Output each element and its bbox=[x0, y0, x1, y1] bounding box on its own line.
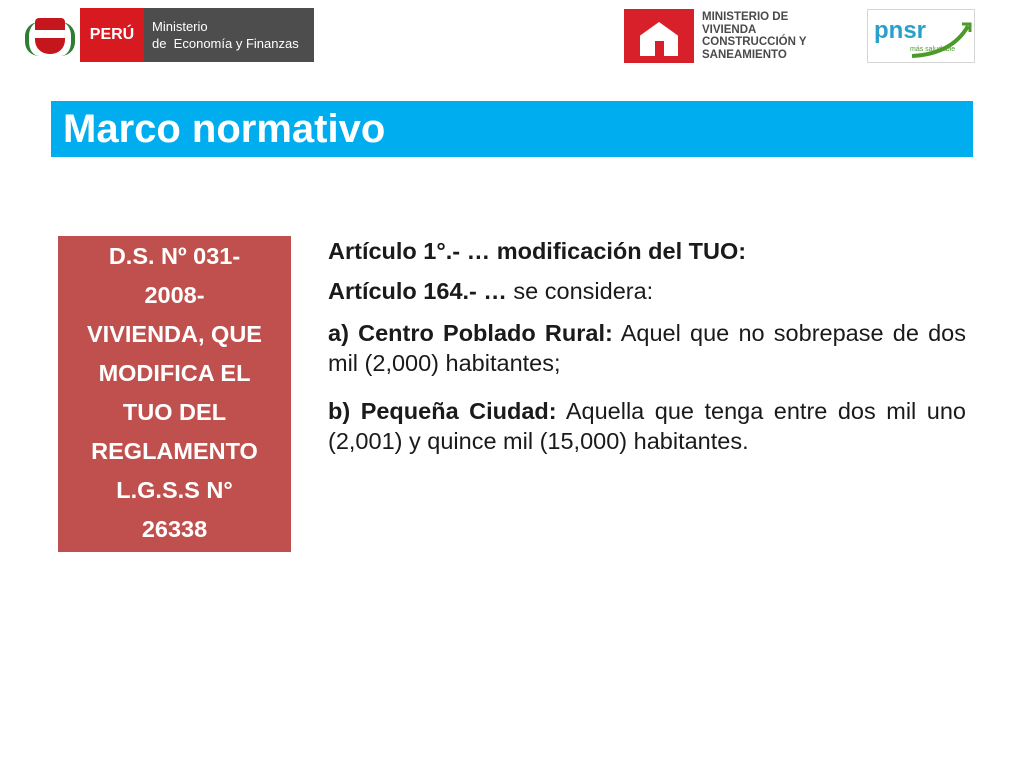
article-164 bbox=[328, 276, 966, 306]
pnsr-tagline: más saludable bbox=[910, 46, 956, 53]
pnsr-logo bbox=[867, 9, 975, 63]
article-1: Artículo 1°.- … modificación del TUO: bbox=[328, 238, 747, 264]
decree-box bbox=[58, 236, 291, 552]
item-b bbox=[328, 396, 966, 456]
mvcs-logo bbox=[624, 9, 856, 63]
pnsr-word: pnsr bbox=[874, 17, 927, 44]
decree-line: L.G.S.S N° bbox=[116, 477, 233, 503]
article-164-label: Artículo 164.- … bbox=[328, 278, 507, 304]
item-a-text: Aquel que no sobrepase de dos mil (2,000) habitantes; bbox=[328, 320, 966, 376]
coat-of-arms-icon bbox=[22, 8, 78, 64]
article-164-text: se considera: bbox=[506, 278, 654, 304]
mvcs-line-2: VIVIENDA bbox=[702, 23, 757, 36]
decree-line: REGLAMENTO bbox=[91, 438, 258, 464]
decree-line: MODIFICA EL bbox=[98, 360, 251, 386]
peru-label: PERÚ bbox=[80, 8, 144, 62]
house-icon bbox=[624, 9, 694, 63]
item-b-label: b) Pequeña Ciudad: bbox=[328, 398, 557, 424]
decree-line: 26338 bbox=[141, 516, 208, 542]
mef-line-1: Ministerio bbox=[152, 19, 208, 34]
article-content bbox=[328, 236, 966, 456]
decree-line: TUO DEL bbox=[122, 399, 227, 425]
item-a-label: a) Centro Poblado Rural: bbox=[328, 320, 613, 346]
mvcs-line-3: CONSTRUCCIÓN Y bbox=[702, 36, 807, 48]
mvcs-line-1: MINISTERIO DE bbox=[702, 11, 789, 23]
item-a bbox=[328, 318, 966, 378]
decree-line: VIVIENDA, QUE bbox=[87, 321, 262, 347]
peru-mef-logo bbox=[22, 8, 314, 64]
mvcs-line-4: SANEAMIENTO bbox=[702, 48, 787, 61]
page-title: Marco normativo bbox=[63, 107, 386, 151]
item-b-text: Aquella que tenga entre dos mil uno (2,001) y quince mil (15,000) habitantes. bbox=[328, 398, 966, 454]
mef-line-2: de Economía y Finanzas bbox=[152, 36, 299, 51]
title-band bbox=[51, 101, 973, 157]
decree-line: D.S. Nº 031- bbox=[108, 243, 241, 269]
mef-label bbox=[144, 8, 314, 62]
decree-line: 2008- bbox=[144, 282, 205, 308]
mvcs-text bbox=[702, 11, 807, 61]
